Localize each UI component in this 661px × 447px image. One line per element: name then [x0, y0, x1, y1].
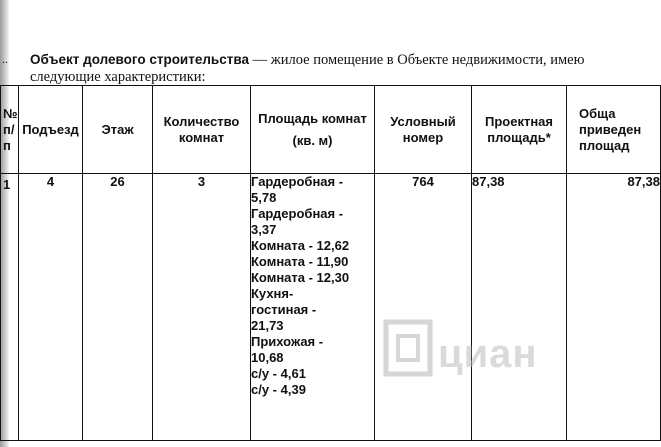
cell-entrance: 4 [19, 174, 83, 441]
cell-project-area: 87,38 [472, 174, 567, 441]
header-number: Условный номер [375, 86, 472, 174]
cell-rooms-count: 3 [153, 174, 251, 441]
header-room-area-unit: (кв. м) [292, 132, 333, 148]
room-area-line: Комната - 12,30 [251, 270, 350, 285]
cian-watermark [380, 318, 570, 388]
room-area-line: Гардеробная - [251, 174, 344, 189]
table-header-row [1, 86, 661, 174]
watermark-text: циан [438, 332, 538, 376]
room-area-line: Прихожая - [251, 334, 324, 349]
table-row [1, 174, 661, 441]
header-room-area [251, 86, 375, 174]
intro-line-2: следующие характеристики: [30, 69, 206, 85]
intro-paragraph [30, 51, 640, 86]
header-total-area: Обща приведен площад [567, 86, 661, 174]
cell-total-area: 87,38 [567, 174, 661, 441]
room-area-line: Комната - 11,90 [251, 254, 349, 269]
header-num-line-1: № [3, 105, 18, 121]
header-floor: Этаж [83, 86, 153, 174]
room-area-line: 10,68 [251, 350, 284, 365]
cell-room-areas [251, 174, 375, 441]
room-area-line: Комната - 12,62 [251, 238, 350, 253]
room-area-line: с/у - 4,39 [251, 382, 306, 397]
cell-num: 1 [1, 174, 19, 441]
header-rooms-count: Количество комнат [153, 86, 251, 174]
cian-logo-icon [380, 318, 436, 378]
room-area-line: Кухня- [251, 286, 294, 301]
cell-number: 764 [375, 174, 472, 441]
room-area-line: гостиная - [251, 302, 317, 317]
intro-line-1 [30, 51, 640, 69]
header-num [1, 86, 19, 174]
header-entrance: Подъезд [19, 86, 83, 174]
intro-bold-term: Объект долевого строительства [30, 52, 249, 67]
intro-rest-line-1: — жилое помещение в Объекте недвижимости, имею [248, 52, 585, 68]
room-area-line: с/у - 4,61 [251, 366, 306, 381]
room-area-line: 5,78 [251, 190, 277, 205]
header-num-line-2: п/ [3, 121, 15, 137]
left-margin-mark: .. [2, 52, 8, 66]
cell-floor: 26 [83, 174, 153, 441]
header-project-area: Проектная площадь* [472, 86, 567, 174]
header-room-area-title: Площадь комнат [258, 110, 367, 126]
room-area-line: 3,37 [251, 222, 277, 237]
header-num-line-3: п [3, 137, 11, 153]
room-area-line: 21,73 [251, 318, 284, 333]
room-area-line: Гардеробная - [251, 206, 344, 221]
